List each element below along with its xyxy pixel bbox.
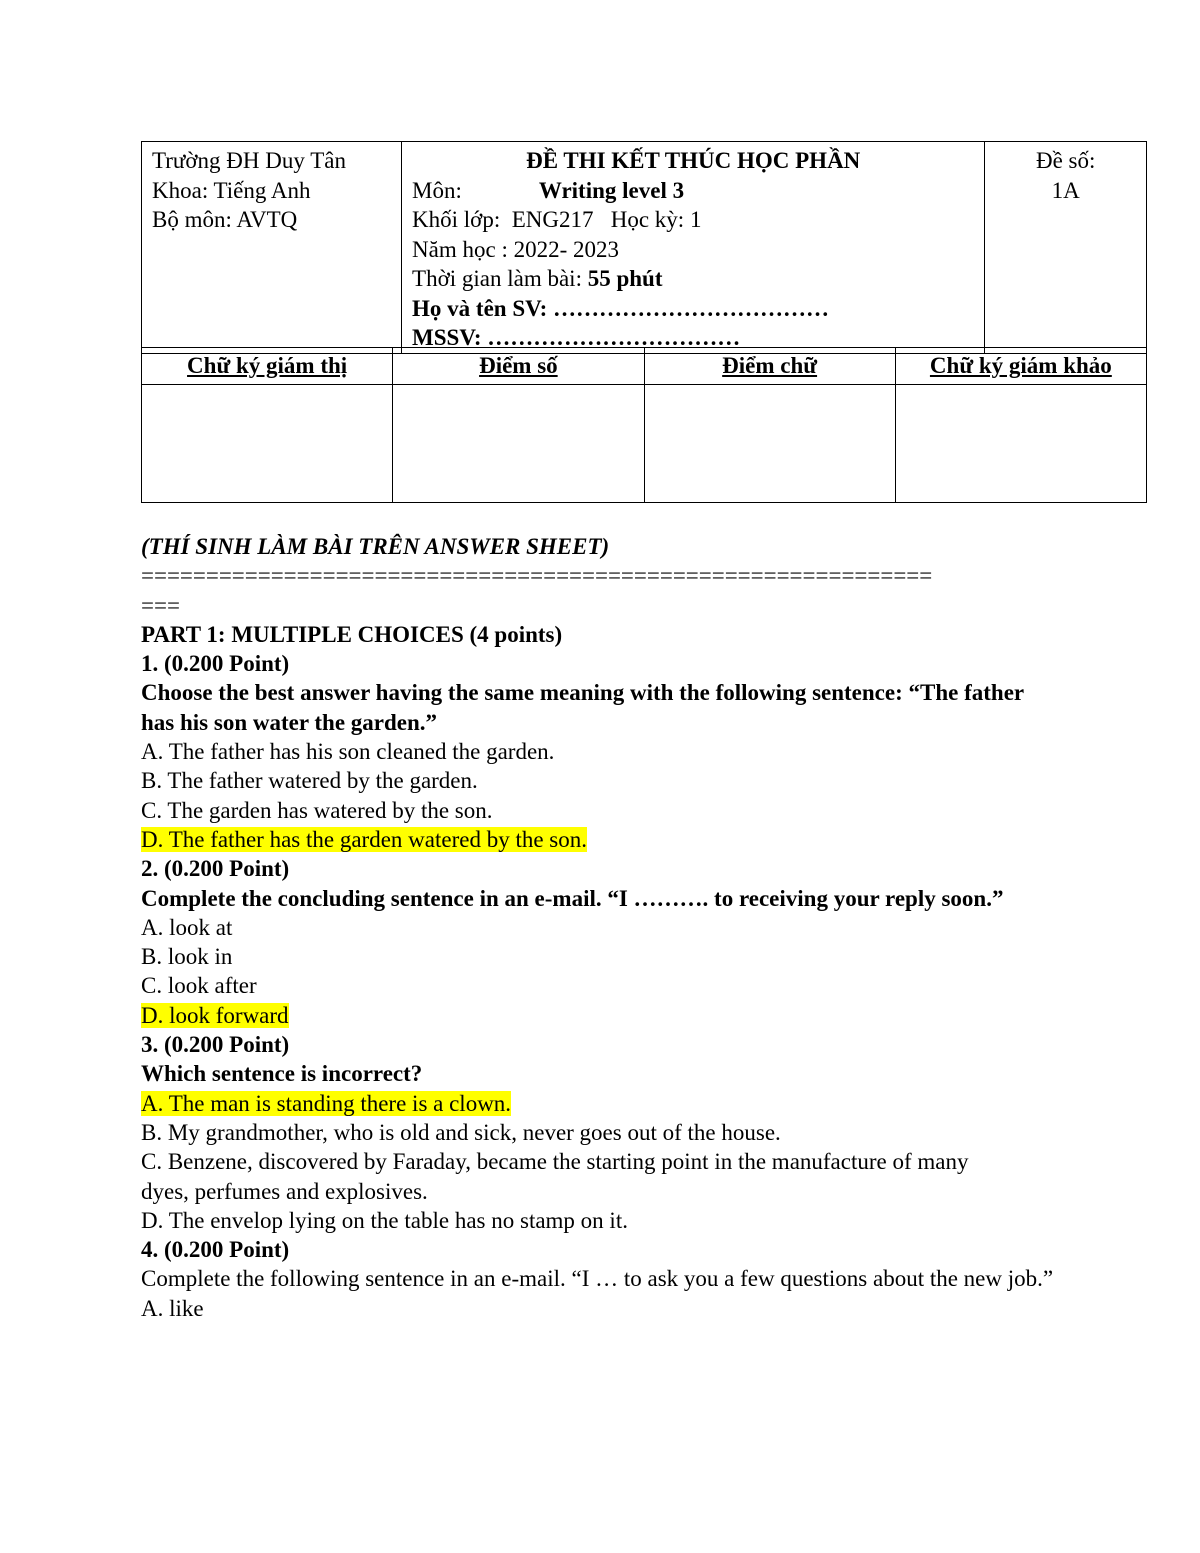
question-1 [141, 649, 1061, 854]
question-prompt: Choose the best answer having the same meaning with the following sentence: “The father has his son water the garden.” [141, 680, 1024, 735]
option-d[interactable]: D. The envelop lying on the table has no stamp on it. [141, 1207, 628, 1233]
question-prompt: Which sentence is incorrect? [141, 1061, 423, 1087]
option-a[interactable]: A. The father has his son cleaned the garden. [141, 739, 555, 765]
separator-line-end: === [141, 592, 180, 618]
subject-value: Writing level 3 [538, 177, 685, 203]
score-number-header: Điểm số [393, 348, 644, 385]
option-c[interactable]: C. Benzene, discovered by Faraday, became the starting point in the manufacture of many dyes, perfumes and explosives. [141, 1149, 969, 1204]
class-line: Khối lớp: ENG217 Học kỳ: 1 [412, 207, 702, 232]
exam-code-cell [985, 142, 1147, 354]
instruction: (THÍ SINH LÀM BÀI TRÊN ANSWER SHEET) [141, 534, 610, 559]
department-name: Bộ môn: AVTQ [152, 207, 298, 232]
option-d-highlighted[interactable]: D. look forward [141, 1002, 289, 1028]
separator-line: ============================================================= [141, 563, 933, 589]
proctor-signature-box[interactable] [142, 385, 393, 503]
option-b[interactable]: B. look in [141, 944, 233, 970]
time-value: 55 phút [587, 266, 663, 291]
score-number-box[interactable] [393, 385, 644, 503]
option-c[interactable]: C. The garden has watered by the son. [141, 797, 493, 823]
student-id-line: MSSV: …………………………… [412, 325, 741, 350]
option-b[interactable]: B. The father watered by the garden. [141, 768, 478, 794]
faculty-name: Khoa: Tiếng Anh [152, 177, 311, 203]
part-title: PART 1: MULTIPLE CHOICES (4 points) [141, 621, 563, 647]
time-line [412, 264, 974, 294]
question-4 [141, 1235, 1061, 1323]
question-3 [141, 1030, 1061, 1235]
question-number: 1. (0.200 Point) [141, 651, 290, 677]
exam-code-label: Đề số: [1035, 148, 1096, 173]
examiner-signature-header: Chữ ký giám khảo [895, 348, 1146, 385]
option-b[interactable]: B. My grandmother, who is old and sick, never goes out of the house. [141, 1119, 781, 1145]
exam-body [141, 532, 1061, 1323]
school-name: Trường ĐH Duy Tân [152, 148, 346, 173]
school-info-cell [142, 142, 402, 354]
signature-table [141, 347, 1147, 503]
time-label: Thời gian làm bài: [412, 266, 588, 291]
question-number: 3. (0.200 Point) [141, 1032, 290, 1058]
subject-label: Môn: [412, 177, 462, 203]
score-words-header: Điểm chữ [644, 348, 895, 385]
examiner-signature-box[interactable] [895, 385, 1146, 503]
exam-code-value: 1A [1051, 177, 1080, 203]
option-a[interactable]: A. like [141, 1295, 204, 1321]
score-words-box[interactable] [644, 385, 895, 503]
exam-info-cell [402, 142, 985, 354]
subject-line [412, 176, 974, 206]
option-a[interactable]: A. look at [141, 914, 233, 940]
question-2 [141, 854, 1061, 1030]
option-c[interactable]: C. look after [141, 973, 257, 999]
question-prompt: Complete the concluding sentence in an e-mail. “I ………. to receiving your reply soon.” [141, 885, 1004, 911]
option-d-highlighted[interactable]: D. The father has the garden watered by the son. [141, 826, 587, 852]
question-prompt: Complete the following sentence in an e-mail. “I … to ask you a few questions about the new job.” [141, 1266, 1054, 1292]
exam-title: ĐỀ THI KẾT THÚC HỌC PHẦN [526, 148, 861, 173]
question-number: 2. (0.200 Point) [141, 856, 290, 882]
question-number: 4. (0.200 Point) [141, 1237, 290, 1263]
option-a-highlighted[interactable]: A. The man is standing there is a clown. [141, 1090, 512, 1116]
proctor-signature-header: Chữ ký giám thị [142, 348, 393, 385]
student-name-line: Họ và tên SV: ……………………………… [412, 295, 830, 321]
exam-header-table [141, 141, 1147, 354]
year-line: Năm học : 2022- 2023 [412, 236, 619, 262]
